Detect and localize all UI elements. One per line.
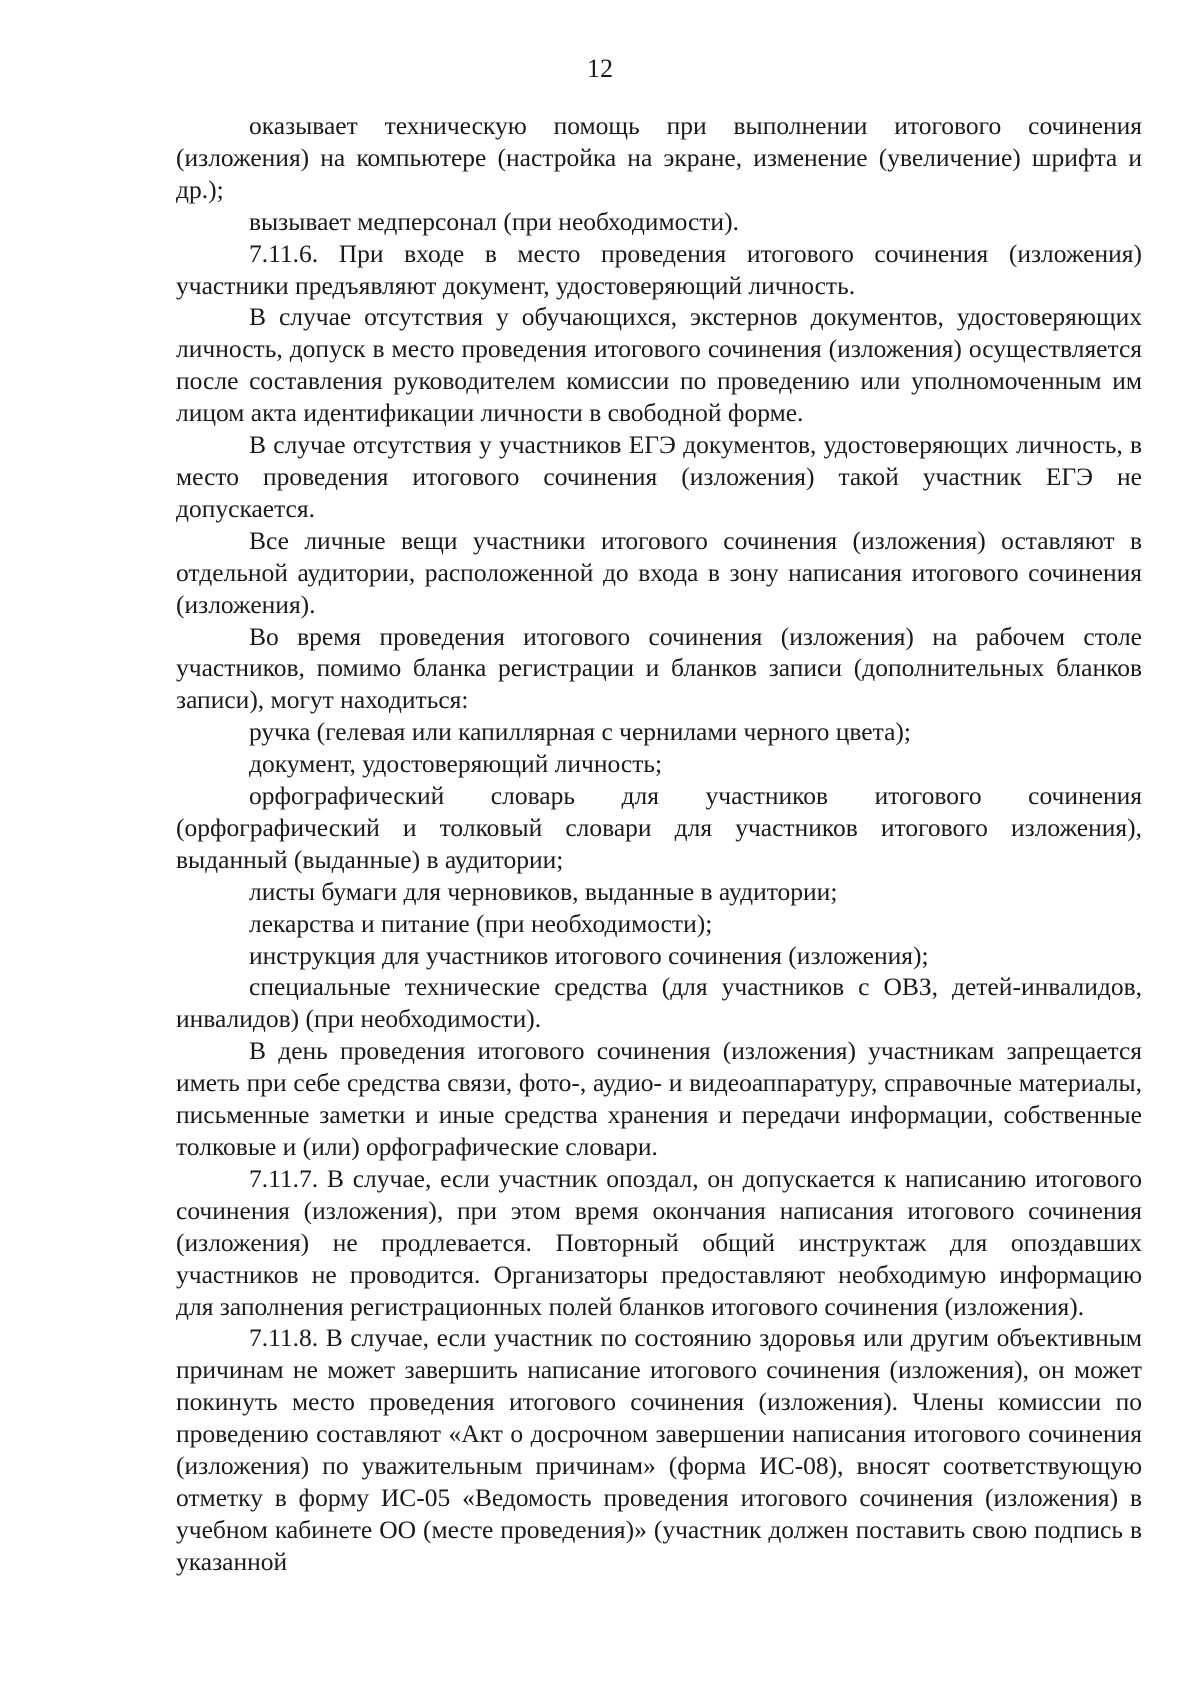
list-item: орфографический словарь для участников итогового сочинения (орфографический и толковый словари для участников итогового изложения), выданный (выданные) в аудитории; <box>176 781 1142 874</box>
paragraph: вызывает медперсонал (при необходимости). <box>249 206 739 236</box>
list-item: листы бумаги для черновиков, выданные в аудитории; <box>249 876 838 906</box>
section-paragraph-7-11-6: 7.11.6. При входе в место проведения итогового сочинения (изложения) участники предъявляют документ, удостоверяющий личность. <box>176 238 1142 300</box>
list-item: ручка (гелевая или капиллярная с чернилами черного цвета); <box>249 717 911 747</box>
paragraph: Все личные вещи участники итогового сочинения (изложения) оставляют в отдельной аудитории, расположенной до входа в зону написания итогового сочинения (изложения). <box>176 525 1142 619</box>
document-body <box>176 110 1142 1578</box>
paragraph: В день проведения итогового сочинения (изложения) участникам запрещается иметь при себе средства связи, фото-, аудио- и видеоаппаратуру, справочные материалы, письменные заметки и иные средства хранения и передачи информации, собственные толковые и (или) орфографические словари. <box>176 1036 1142 1161</box>
list-item: лекарства и питание (при необходимости); <box>249 908 713 938</box>
paragraph: Во время проведения итогового сочинения (изложения) на рабочем столе участников, помимо бланка регистрации и бланков записи (дополнительных бланков записи), могут находиться: <box>176 621 1142 715</box>
paragraph: оказывает техническую помощь при выполнении итогового сочинения (изложения) на компьютере (настройка на экране, изменение (увеличение) шрифта и др.); <box>176 111 1142 204</box>
list-item: инструкция для участников итогового сочинения (изложения); <box>249 940 929 970</box>
list-item: специальные технические средства (для участников с ОВЗ, детей-инвалидов, инвалидов) (при необходимости). <box>176 972 1142 1034</box>
section-paragraph-7-11-7: 7.11.7. В случае, если участник опоздал, он допускается к написанию итогового сочинения (изложения), при этом время окончания написания итогового сочинения (изложения) не продлевается. Повторный общий инструктаж для опоздавших участников не проводится. Организаторы предоставляют необходимую информацию для заполнения регистрационных полей бланков итогового сочинения (изложения). <box>176 1163 1142 1321</box>
list-item: документ, удостоверяющий личность; <box>249 749 663 779</box>
section-paragraph-7-11-8: 7.11.8. В случае, если участник по состоянию здоровья или другим объективным причинам не может завершить написание итогового сочинения (изложения), он может покинуть место проведения итогового сочинения (изложения). Члены комиссии по проведению составляют «Акт о досрочном завершении написания итогового сочинения (изложения) по уважительным причинам» (форма ИС-08), вносят соответствующую отметку в форму ИС-05 «Ведомость проведения итогового сочинения (изложения) в учебном кабинете ОО (месте проведения)» (участник должен поставить свою подпись в указанной <box>176 1323 1142 1576</box>
page-number: 12 <box>587 54 613 83</box>
paragraph: В случае отсутствия у обучающихся, экстернов документов, удостоверяющих личность, допуск в место проведения итогового сочинения (изложения) осуществляется после составления руководителем комиссии по проведению или уполномоченным им лицом акта идентификации личности в свободной форме. <box>176 302 1142 428</box>
paragraph: В случае отсутствия у участников ЕГЭ документов, удостоверяющих личность, в место проведения итогового сочинения (изложения) такой участник ЕГЭ не допускается. <box>176 430 1142 523</box>
